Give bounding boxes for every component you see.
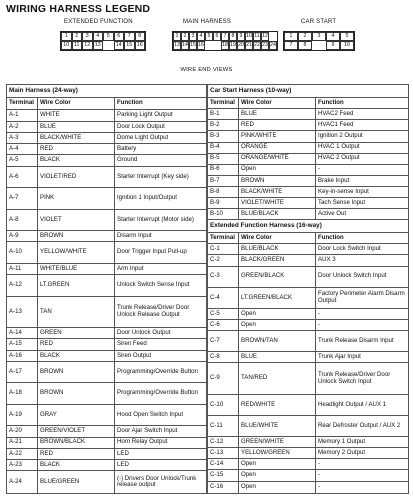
function-cell: Parking Light Output	[115, 109, 207, 121]
wire-color-cell: TAN	[38, 296, 115, 328]
function-cell: Door Trigger Input Pull-up	[115, 242, 207, 263]
table-row	[208, 320, 409, 331]
wire-color-cell: RED	[38, 144, 115, 155]
column-header: Function	[316, 233, 409, 244]
function-cell: Ignition 2 Output	[316, 131, 409, 142]
terminal-cell: A-22	[7, 448, 38, 459]
terminal-cell: A-16	[7, 350, 38, 361]
wire-color-cell: WHITE/BLUE	[38, 263, 115, 274]
wire-color-cell: GREEN/WHITE	[239, 437, 316, 448]
table-row	[7, 231, 207, 242]
connector-pin: 22	[254, 42, 260, 48]
terminal-cell: C-2	[208, 255, 239, 266]
table-row	[7, 361, 207, 382]
wire-color-cell: BROWN	[38, 361, 115, 382]
function-cell: Door Unlock Output	[115, 328, 207, 339]
table-row	[208, 255, 409, 266]
wire-color-cell: Open	[239, 164, 316, 175]
terminal-cell: A-10	[7, 242, 38, 263]
table-row	[7, 275, 207, 296]
wire-color-cell: GREEN/BLACK	[239, 266, 316, 287]
wire-color-cell: BROWN	[38, 231, 115, 242]
wire-color-cell: BLACK/WHITE	[239, 186, 316, 197]
carstart-connector-diagram	[283, 31, 355, 51]
wire-color-cell: BLACK/GREEN	[239, 255, 316, 266]
terminal-cell: C-6	[208, 320, 239, 331]
terminal-cell: C-9	[208, 363, 239, 394]
column-header: Terminal	[208, 233, 239, 244]
function-cell: Starter Interrupt (Key side)	[115, 166, 207, 187]
connector-pin: 14	[182, 42, 188, 48]
connector-pin: 7	[124, 32, 135, 41]
carstart-connector-label: CAR START	[301, 19, 337, 25]
wire-color-cell: ORANGE	[239, 142, 316, 153]
terminal-cell: B-6	[208, 164, 239, 175]
table-row	[7, 109, 207, 121]
function-cell: LED	[115, 448, 207, 459]
terminal-cell: C-15	[208, 470, 239, 481]
table-row	[208, 266, 409, 287]
wire-color-cell: RED/WHITE	[239, 394, 316, 415]
wire-color-cell: BLUE/GREEN	[38, 471, 115, 494]
table-row	[7, 426, 207, 437]
table-row	[208, 244, 409, 255]
column-header: Function	[115, 98, 207, 109]
connector-pin: 8	[298, 41, 312, 50]
connector-pin: 5	[103, 32, 114, 41]
table-row	[208, 352, 409, 363]
table-row	[208, 287, 409, 308]
table-row	[208, 331, 409, 352]
wire-color-cell: BLACK/WHITE	[38, 133, 115, 144]
function-cell: -	[316, 308, 409, 319]
terminal-cell: A-6	[7, 166, 38, 187]
table-row	[208, 394, 409, 415]
connector-pin: 4	[197, 32, 205, 41]
function-cell: Tach Sense Input	[316, 197, 409, 208]
terminal-cell: A-11	[7, 263, 38, 274]
page-title: WIRING HARNESS LEGEND	[6, 3, 151, 15]
function-cell: -	[316, 470, 409, 481]
table-row	[7, 242, 207, 263]
function-cell: AUX 3	[316, 255, 409, 266]
connector-pin: 11	[254, 33, 260, 39]
wire-color-cell: BLUE/BLACK	[239, 244, 316, 255]
wire-color-cell: RED	[239, 120, 316, 131]
terminal-cell: A-21	[7, 437, 38, 448]
main-connector-label: MAIN HARNESS	[183, 19, 232, 25]
wire-color-cell: GRAY	[38, 404, 115, 425]
table-row	[208, 448, 409, 459]
connector-pin: 3	[312, 32, 326, 41]
section-title: Car Start Harness (10-way)	[208, 85, 409, 98]
connector-pin	[269, 32, 277, 41]
terminal-cell: A-4	[7, 144, 38, 155]
function-cell: Battery	[115, 144, 207, 155]
table-row	[208, 120, 409, 131]
wire-color-cell: Open	[239, 481, 316, 493]
terminal-cell: C-7	[208, 331, 239, 352]
connector-pin: 8	[135, 32, 146, 41]
connector-pin: 10	[340, 41, 354, 50]
connector-pin: 8	[229, 32, 237, 41]
wire-color-cell: BLUE	[38, 121, 115, 132]
wire-end-views-caption: WIRE END VIEWS	[180, 67, 233, 73]
function-cell: Dome Light Output	[115, 133, 207, 144]
wire-color-cell: BROWN/TAN	[239, 331, 316, 352]
connector-pin: 1	[173, 32, 181, 41]
function-cell: Starter Interrupt (Motor side)	[115, 209, 207, 230]
terminal-cell: C-16	[208, 481, 239, 493]
terminal-cell: B-5	[208, 153, 239, 164]
function-cell: Programming/Override Button	[115, 383, 207, 404]
wire-color-cell: YELLOW/GREEN	[239, 448, 316, 459]
connector-pin: 10	[246, 33, 252, 39]
wire-color-cell: Open	[239, 308, 316, 319]
connector-pin	[103, 41, 114, 50]
wire-color-cell: BROWN	[38, 383, 115, 404]
terminal-cell: C-12	[208, 437, 239, 448]
terminal-cell: A-15	[7, 339, 38, 350]
wire-color-cell: Open	[239, 459, 316, 470]
table-row	[208, 415, 409, 436]
terminal-cell: C-4	[208, 287, 239, 308]
table-row	[7, 296, 207, 328]
terminal-cell: A-1	[7, 109, 38, 121]
extended-connector-label: EXTENDED FUNCTION	[64, 19, 133, 25]
wire-color-cell: BLACK	[38, 460, 115, 471]
terminal-cell: C-14	[208, 459, 239, 470]
table-row	[208, 142, 409, 153]
table-row	[7, 133, 207, 144]
connector-pin: 11	[72, 41, 83, 50]
function-cell: Door Lock Output	[115, 121, 207, 132]
terminal-cell: C-3	[208, 266, 239, 287]
column-header: Wire Color	[239, 98, 316, 109]
terminal-cell: A-14	[7, 328, 38, 339]
terminal-cell: A-20	[7, 426, 38, 437]
function-cell: HVAC2 Feed	[316, 109, 409, 120]
table-row	[7, 263, 207, 274]
table-row	[208, 481, 409, 493]
function-cell: Siren Output	[115, 350, 207, 361]
table-row	[7, 166, 207, 187]
function-cell: Trunk Ajar Input	[316, 352, 409, 363]
table-row	[208, 459, 409, 470]
column-header: Terminal	[208, 98, 239, 109]
table-row	[7, 437, 207, 448]
connector-pin: 24	[270, 42, 276, 48]
table-row	[208, 109, 409, 120]
terminal-cell: B-10	[208, 209, 239, 220]
wire-color-cell: BLUE	[239, 109, 316, 120]
function-cell: Brake Input	[316, 175, 409, 186]
terminal-cell: A-18	[7, 383, 38, 404]
terminal-cell: B-4	[208, 142, 239, 153]
terminal-cell: B-9	[208, 197, 239, 208]
connector-pin: 13	[174, 42, 180, 48]
connector-pin: 20	[238, 42, 244, 48]
connector-pin: 6	[213, 32, 221, 41]
terminal-cell: C-8	[208, 352, 239, 363]
wire-color-cell: BLACK	[38, 155, 115, 166]
connector-pin: 21	[246, 42, 252, 48]
terminal-cell: B-2	[208, 120, 239, 131]
table-row	[7, 209, 207, 230]
wire-color-cell: VIOLET/WHITE	[239, 197, 316, 208]
table-row	[7, 448, 207, 459]
function-cell: Siren Feed	[115, 339, 207, 350]
section-title: Main Harness (24-way)	[7, 85, 207, 98]
terminal-cell: A-24	[7, 471, 38, 494]
wire-color-cell: BROWN	[239, 175, 316, 186]
wire-color-cell: Open	[239, 470, 316, 481]
terminal-cell: A-2	[7, 121, 38, 132]
function-cell: Programming/Override Button	[115, 361, 207, 382]
function-cell: Memory 2 Output	[316, 448, 409, 459]
table-row	[208, 308, 409, 319]
terminal-cell: C-10	[208, 394, 239, 415]
table-row	[7, 460, 207, 471]
wire-color-cell: LT.GREEN/BLACK	[239, 287, 316, 308]
function-cell: -	[316, 481, 409, 493]
column-header: Wire Color	[38, 98, 115, 109]
connector-pin: 19	[230, 42, 236, 48]
table-row	[208, 153, 409, 164]
table-row	[208, 470, 409, 481]
terminal-cell: B-1	[208, 109, 239, 120]
connector-pin: 2	[72, 32, 83, 41]
function-cell: Trunk Release/Driver Door Unlock Switch Input	[316, 363, 409, 394]
function-cell: HVAC 1 Output	[316, 142, 409, 153]
wire-color-cell: VIOLET/RED	[38, 166, 115, 187]
wire-color-cell: WHITE	[38, 109, 115, 121]
terminal-cell: C-13	[208, 448, 239, 459]
wire-color-cell: BLUE	[239, 352, 316, 363]
terminal-cell: A-13	[7, 296, 38, 328]
function-cell: Door Ajar Switch Input	[115, 426, 207, 437]
terminal-cell: A-3	[7, 133, 38, 144]
function-cell: -	[316, 164, 409, 175]
table-row	[208, 363, 409, 394]
function-cell: LED	[115, 460, 207, 471]
terminal-cell: A-7	[7, 188, 38, 209]
connector-pin: 16	[135, 41, 146, 50]
connector-pin: 14	[114, 41, 125, 50]
table-row	[208, 197, 409, 208]
table-row	[7, 188, 207, 209]
wire-color-cell: LT.GREEN	[38, 275, 115, 296]
wire-color-cell: BROWN/BLACK	[38, 437, 115, 448]
connector-pin: 10	[61, 41, 72, 50]
column-header: Wire Color	[239, 233, 316, 244]
connector-pin: 1	[61, 32, 72, 41]
column-header: Function	[316, 98, 409, 109]
table-row	[208, 437, 409, 448]
terminal-cell: C-11	[208, 415, 239, 436]
terminal-cell: C-1	[208, 244, 239, 255]
wire-color-cell: PINK/WHITE	[239, 131, 316, 142]
connector-pin: 9	[237, 32, 245, 41]
terminal-cell: A-12	[7, 275, 38, 296]
terminal-cell: A-17	[7, 361, 38, 382]
function-cell: Key-in-sense Input	[316, 186, 409, 197]
connector-pin: 1	[284, 32, 298, 41]
function-cell: Active Out	[316, 209, 409, 220]
function-cell: (-) Drivers Door Unlock/Trunk release output	[115, 471, 207, 494]
terminal-cell: B-3	[208, 131, 239, 142]
table-row	[208, 175, 409, 186]
table-row	[7, 144, 207, 155]
terminal-cell: B-8	[208, 186, 239, 197]
function-cell: HVAC1 Feed	[316, 120, 409, 131]
connector-pin: 4	[326, 32, 340, 41]
function-cell: Memory 1 Output	[316, 437, 409, 448]
connector-pin: 12	[262, 33, 268, 39]
table-row	[7, 471, 207, 494]
table-row	[7, 350, 207, 361]
wire-color-cell: ORANGE/WHITE	[239, 153, 316, 164]
connector-pin: 4	[93, 32, 104, 41]
connector-pin: 15	[190, 42, 196, 48]
terminal-cell: B-7	[208, 175, 239, 186]
function-cell: Horn Relay Output	[115, 437, 207, 448]
connector-pin: 7	[221, 32, 229, 41]
function-cell: Ignition 1 Input/Output	[115, 188, 207, 209]
connector-pin: 12	[82, 41, 93, 50]
function-cell: Disarm Input	[115, 231, 207, 242]
table-row	[7, 383, 207, 404]
wire-color-cell: BLACK	[38, 350, 115, 361]
wire-color-cell: BLUE/WHITE	[239, 415, 316, 436]
connector-pin: 7	[284, 41, 298, 50]
terminal-cell: A-9	[7, 231, 38, 242]
table-row	[208, 186, 409, 197]
connector-pin	[213, 41, 221, 50]
connector-pin: 18	[222, 42, 228, 48]
wire-color-cell: VIOLET	[38, 209, 115, 230]
table-row	[7, 404, 207, 425]
function-cell: Hood Open Switch Input	[115, 404, 207, 425]
connector-pin: 3	[189, 32, 197, 41]
table-row	[7, 121, 207, 132]
wire-color-cell: PINK	[38, 188, 115, 209]
table-row	[7, 328, 207, 339]
function-cell: Rear Defroster Output / AUX 2	[316, 415, 409, 436]
connector-pin: 2	[181, 32, 189, 41]
table-row	[208, 209, 409, 220]
connector-pin: 16	[198, 42, 204, 48]
table-row	[7, 339, 207, 350]
main-connector-diagram	[172, 31, 278, 51]
connector-pin: 13	[93, 41, 104, 50]
function-cell: Trunk Release/Driver Door Unlock Release Output	[115, 296, 207, 328]
extended-connector-diagram	[60, 31, 146, 51]
terminal-cell: A-8	[7, 209, 38, 230]
section-title: Extended Function Harness (16-way)	[208, 220, 409, 233]
connector-pin: 5	[340, 32, 354, 41]
connector-pin: 15	[124, 41, 135, 50]
function-cell: -	[316, 320, 409, 331]
connector-pin: 3	[82, 32, 93, 41]
right-harness-table	[207, 84, 409, 494]
connector-pin: 23	[262, 42, 268, 48]
function-cell: Arm Input	[115, 263, 207, 274]
function-cell: -	[316, 459, 409, 470]
terminal-cell: C-5	[208, 308, 239, 319]
main-harness-table	[6, 84, 207, 494]
function-cell: Ground	[115, 155, 207, 166]
wire-color-cell: YELLOW/WHITE	[38, 242, 115, 263]
wire-color-cell: Open	[239, 320, 316, 331]
wire-color-cell: RED	[38, 448, 115, 459]
table-row	[208, 131, 409, 142]
terminal-cell: A-5	[7, 155, 38, 166]
connector-pin: 9	[326, 41, 340, 50]
terminal-cell: A-23	[7, 460, 38, 471]
wire-color-cell: TAN/RED	[239, 363, 316, 394]
table-row	[7, 155, 207, 166]
wire-color-cell: GREEN	[38, 328, 115, 339]
function-cell: Unlock Switch Sense Input	[115, 275, 207, 296]
connector-pin	[205, 41, 213, 50]
wire-color-cell: RED	[38, 339, 115, 350]
column-header: Terminal	[7, 98, 38, 109]
function-cell: Headlight Output / AUX 1	[316, 394, 409, 415]
terminal-cell: A-19	[7, 404, 38, 425]
connector-pin	[312, 41, 326, 50]
connector-pin: 2	[298, 32, 312, 41]
function-cell: Door Lock Switch Input	[316, 244, 409, 255]
wire-color-cell: BLUE/BLACK	[239, 209, 316, 220]
wire-color-cell: GREEN/VIOLET	[38, 426, 115, 437]
function-cell: Door Unlock Switch Input	[316, 266, 409, 287]
table-row	[208, 164, 409, 175]
function-cell: HVAC 2 Output	[316, 153, 409, 164]
connector-pin: 5	[205, 32, 213, 41]
function-cell: Trunk Release Disarm Input	[316, 331, 409, 352]
connector-pin: 6	[114, 32, 125, 41]
function-cell: Factory Perimeter Alarm Disarm Output	[316, 287, 409, 308]
